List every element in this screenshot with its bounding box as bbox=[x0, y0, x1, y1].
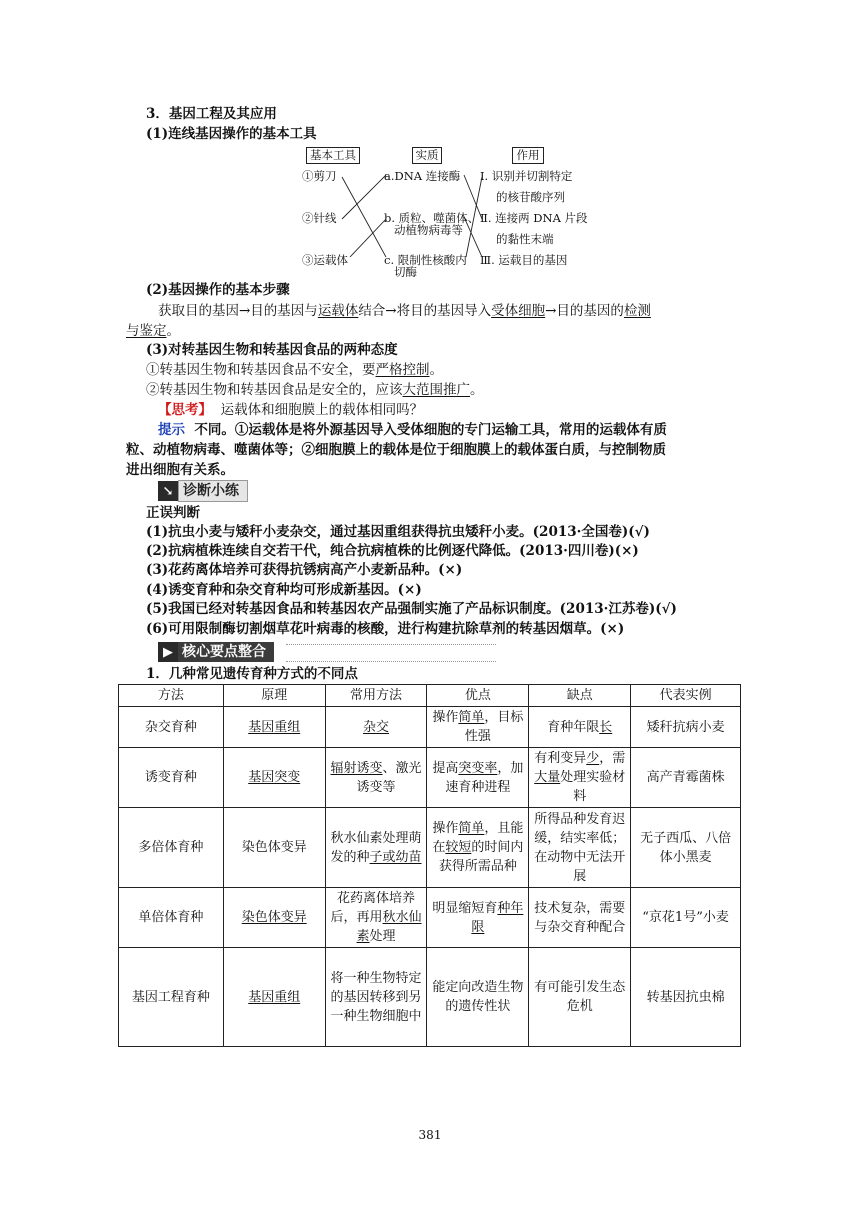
diagram-essence-b2: 动植物病毒等 bbox=[394, 223, 463, 237]
table-row: 诱变育种 基因突变 辐射诱变、激光诱变等 提高突变率，加速育种进程 有利变异少，需大量处理实验材料 高产青霉菌株 bbox=[119, 748, 741, 808]
diagram-function-1a: Ⅰ. 识别并切割特定 bbox=[480, 169, 573, 183]
diagram-function-2b: 的黏性末端 bbox=[496, 232, 554, 246]
table-header-row bbox=[119, 685, 741, 707]
header-disadvantage: 缺点 bbox=[529, 685, 631, 707]
judge-item-1: (1)抗虫小麦与矮秆小麦杂交，通过基因重组获得抗虫矮秆小麦。(2013·全国卷)(√) bbox=[146, 524, 650, 540]
subheading-tools: (1)连线基因操作的基本工具 bbox=[146, 126, 317, 142]
subheading-steps: (2)基因操作的基本步骤 bbox=[146, 282, 290, 298]
hint-tag: 提示 bbox=[158, 422, 185, 438]
attitude-2: ②转基因生物和转基因食品是安全的，应该大范围推广。 bbox=[146, 382, 484, 398]
judge-item-4: (4)诱变育种和杂交育种均可形成新基因。(×) bbox=[146, 582, 422, 598]
diagram-essence-b1: b. 质粒、噬菌体、 bbox=[384, 211, 480, 225]
hint-line-1: 提示 不同。①运载体是将外源基因导入受体细胞的专门运输工具，常用的运载体有质 bbox=[158, 422, 667, 438]
diagram-tool-3: ③运载体 bbox=[302, 253, 348, 267]
diagram-essence-a: a.DNA 连接酶 bbox=[384, 169, 461, 183]
diagram-essence-c1: c. 限制性核酸内 bbox=[384, 253, 467, 267]
diagram-function-1b: 的核苷酸序列 bbox=[496, 190, 565, 204]
tools-matching-diagram bbox=[300, 145, 590, 279]
banner-dots-divider bbox=[286, 644, 496, 662]
diagram-col-tools: 基本工具 bbox=[306, 147, 360, 164]
judge-item-2: (2)抗病植株连续自交若干代，纯合抗病植株的比例逐代降低。(2013·四川卷)(×) bbox=[146, 543, 639, 559]
diagram-tool-1: ①剪刀 bbox=[302, 169, 337, 183]
hint-line-2: 粒、动植物病毒、噬菌体等；②细胞膜上的载体是位于细胞膜上的载体蛋白质，与控制物质 bbox=[126, 442, 666, 458]
table-row: 基因工程育种 基因重组 将一种生物特定的基因转移到另一种生物细胞中 能定向改造生物的遗传性状 有可能引发生态危机 转基因抗虫棉 bbox=[119, 948, 741, 1047]
diagnosis-banner: ↘ 诊断小练 bbox=[158, 479, 248, 503]
header-example: 代表实例 bbox=[631, 685, 741, 707]
diagram-essence-c2: 切酶 bbox=[394, 265, 417, 279]
hint-line-3: 进出细胞有关系。 bbox=[126, 462, 234, 478]
diagram-tool-2: ②针线 bbox=[302, 211, 337, 225]
judge-item-6: (6)可用限制酶切割烟草花叶病毒的核酸，进行构建抗除草剂的转基因烟草。(×) bbox=[146, 621, 625, 637]
table-row: 多倍体育种 染色体变异 秋水仙素处理萌发的种子或幼苗 操作简单，且能在较短的时间内获得所需品种 所得品种发育迟缓，结实率低；在动物中无法开展 无子西瓜、八倍体小黑麦 bbox=[119, 808, 741, 888]
header-method: 方法 bbox=[119, 685, 224, 707]
header-common-method: 常用方法 bbox=[325, 685, 427, 707]
diagram-function-3: Ⅲ. 运载目的基因 bbox=[480, 253, 568, 267]
table-row: 杂交育种 基因重组 杂交 操作简单，目标性强 育种年限长 矮秆抗病小麦 bbox=[119, 707, 741, 748]
judge-title: 正误判断 bbox=[146, 505, 200, 521]
table-row: 单倍体育种 染色体变异 花药离体培养后，再用秋水仙素处理 明显缩短育种年限 技术复杂，需要与杂交育种配合 “京花1号”小麦 bbox=[119, 888, 741, 948]
judge-item-5: (5)我国已经对转基因食品和转基因农产品强制实施了产品标识制度。(2013·江苏卷)(√) bbox=[146, 601, 677, 617]
core-banner: ▶ 核心要点整合 bbox=[158, 640, 274, 664]
header-advantage: 优点 bbox=[427, 685, 529, 707]
diagram-col-essence: 实质 bbox=[412, 147, 442, 164]
header-principle: 原理 bbox=[223, 685, 325, 707]
diagram-function-2a: Ⅱ. 连接两 DNA 片段 bbox=[480, 211, 588, 225]
diagram-connector-lines bbox=[300, 145, 590, 270]
section-heading: 3．基因工程及其应用 bbox=[146, 106, 277, 122]
breeding-methods-table bbox=[118, 684, 741, 1047]
judge-item-3: (3)花药离体培养可获得抗锈病高产小麦新品种。(×) bbox=[146, 562, 463, 578]
attitude-1: ①转基因生物和转基因食品不安全，要严格控制。 bbox=[146, 362, 443, 378]
think-question: 【思考】 运载体和细胞膜上的载体相同吗？ bbox=[158, 402, 424, 418]
diagram-col-function: 作用 bbox=[512, 147, 544, 164]
steps-line-1: 获取目的基因→目的基因与运载体结合→将目的基因导入受体细胞→目的基因的检测 bbox=[158, 303, 651, 319]
page-number: 381 bbox=[418, 1128, 442, 1142]
play-icon: ▶ bbox=[158, 642, 178, 662]
steps-line-2: 与鉴定。 bbox=[126, 323, 180, 339]
table-title: 1．几种常见遗传育种方式的不同点 bbox=[146, 666, 358, 682]
think-tag: 【思考】 bbox=[158, 402, 212, 418]
arrow-icon: ↘ bbox=[158, 481, 178, 501]
subheading-attitudes: (3)对转基因生物和转基因食品的两种态度 bbox=[146, 342, 398, 358]
